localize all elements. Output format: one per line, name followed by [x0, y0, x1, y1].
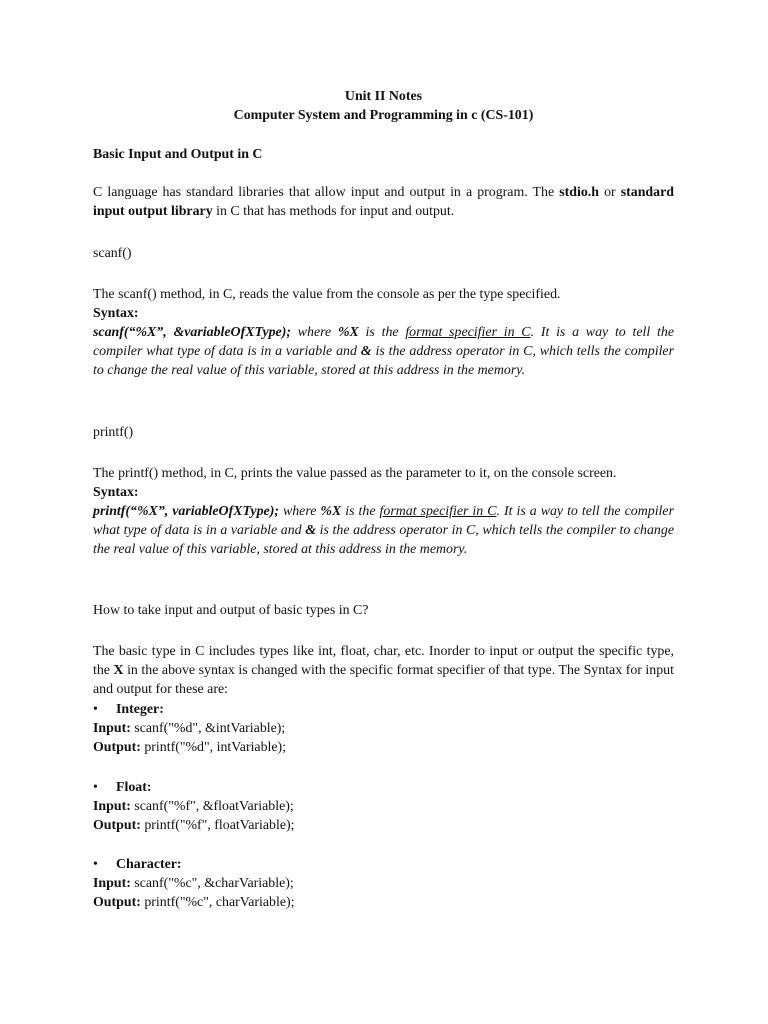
document-subtitle: Computer System and Programming in c (CS-101)	[233, 108, 534, 123]
document-title: Unit II Notes	[344, 89, 423, 104]
input-line: Input: scanf("%c", &charVariable);	[93, 876, 294, 892]
type-block-float	[93, 778, 674, 836]
output-line: Output: printf("%f", floatVariable);	[93, 818, 295, 834]
scanf-syntax-label: Syntax:	[93, 306, 139, 321]
basic-types-paragraph: The basic type in C includes types like int, float, char, etc. Inorder to input or output the specific type, the X in the above syntax is changed with the specific format specifier of that type. The Syntax for input and output for these are:	[93, 644, 674, 698]
bullet-icon: •	[93, 780, 98, 795]
printf-syntax-label: Syntax:	[93, 485, 139, 500]
basic-types-question: How to take input and output of basic types in C?	[93, 603, 369, 618]
printf-description: The printf() method, in C, prints the value passed as the parameter to it, on the console screen.	[93, 466, 617, 481]
type-name: Float:	[116, 780, 152, 795]
bullet-icon: •	[93, 857, 98, 872]
scanf-syntax-paragraph: scanf(“%X”, &variableOfXType); where %X is the format specifier in C. It is a way to tell the compiler what type of data is in a variable and & is the address operator in C, which tells the compiler to change the real value of this variable, stored at this address in the memory.	[93, 325, 674, 379]
scanf-title: scanf()	[93, 246, 132, 261]
printf-title: printf()	[93, 425, 134, 440]
type-block-character	[93, 855, 674, 913]
bullet-item	[93, 855, 674, 874]
type-name: Character:	[116, 857, 182, 872]
output-line: Output: printf("%c", charVariable);	[93, 895, 295, 911]
type-block-integer	[93, 700, 674, 758]
output-line: Output: printf("%d", intVariable);	[93, 740, 287, 756]
stdio-full-term: standard input output library	[93, 185, 674, 220]
bullet-item	[93, 700, 674, 719]
printf-syntax-code: printf(“%X”, variableOfXType);	[93, 504, 279, 519]
intro-paragraph: C language has standard libraries that allow input and output in a program. The stdio.h or standard input output library in C that has methods for input and output.	[93, 185, 674, 220]
printf-syntax-paragraph: printf(“%X”, variableOfXType); where %X is the format specifier in C. It is a way to tell the compiler what type of data is in a variable and & is the address operator in C, which tells the compiler to change the real value of this variable, stored at this address in the memory.	[93, 504, 674, 558]
stdio-term: stdio.h	[559, 185, 599, 200]
scanf-description: The scanf() method, in C, reads the value from the console as per the type specified.	[93, 287, 561, 302]
type-name: Integer:	[116, 702, 164, 717]
section-heading: Basic Input and Output in C	[93, 147, 263, 162]
scanf-syntax-code: scanf(“%X”, &variableOfXType);	[93, 325, 291, 340]
input-line: Input: scanf("%f", &floatVariable);	[93, 799, 294, 815]
format-specifier-link[interactable]: format specifier in C	[379, 504, 497, 519]
bullet-item	[93, 778, 674, 797]
input-line: Input: scanf("%d", &intVariable);	[93, 721, 286, 737]
format-specifier-link[interactable]: format specifier in C	[405, 325, 531, 340]
bullet-icon: •	[93, 702, 98, 717]
